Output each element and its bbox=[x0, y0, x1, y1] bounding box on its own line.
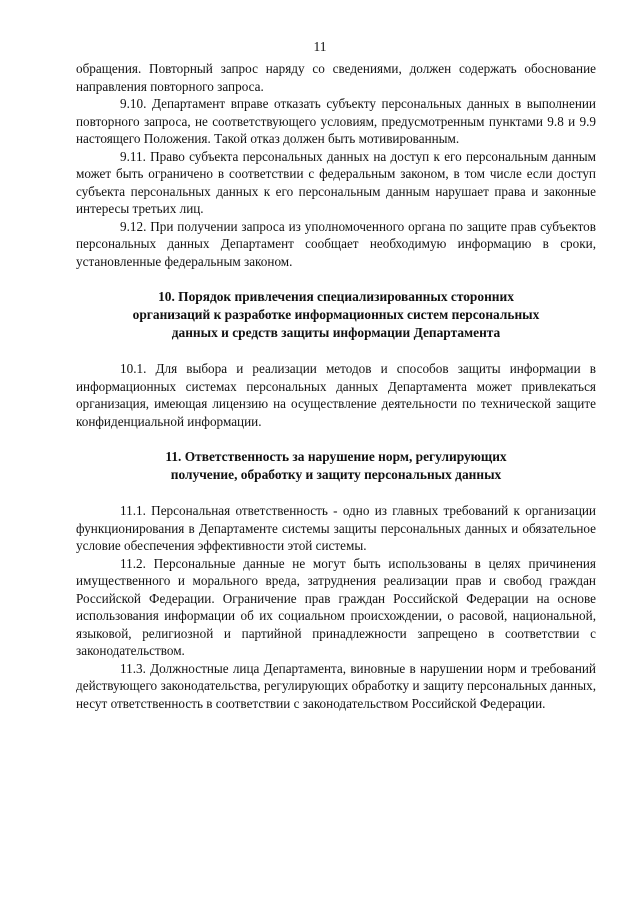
paragraph-9-11: 9.11. Право субъекта персональных данных на доступ к его персональным данным может быть ограничено в соответствии с федеральным законом, в том числе если доступ субъекта персональных данных к его персональным данным нарушает права и законные интересы третьих лиц. bbox=[76, 148, 596, 216]
section-10-heading-line: данных и средств защиты информации Департамента bbox=[171, 325, 501, 340]
section-11-heading-line: 11. Ответственность за нарушение норм, регулирующих bbox=[165, 449, 507, 464]
paragraph-11-3: 11.3. Должностные лица Департамента, виновные в нарушении норм и требований действующего законодательства, регулирующих обработку и защиту персональных данных, несут ответственность в соответствии с законодательством Российской Федерации. bbox=[76, 660, 596, 711]
section-11-heading-line: получение, обработку и защиту персональных данных bbox=[170, 467, 502, 482]
paragraph-9-12: 9.12. При получении запроса из уполномоченного органа по защите прав субъектов персональных данных Департамент сообщает необходимую информацию в сроки, установленные федеральным законом. bbox=[76, 218, 596, 269]
section-11-heading bbox=[76, 448, 596, 484]
page-number: 11 bbox=[313, 39, 327, 54]
paragraph-11-1: 11.1. Персональная ответственность - одно из главных требований к организации функционирования в Департаменте системы защиты персональных данных и обязательное условие обеспечения эффективности этой системы. bbox=[76, 503, 596, 553]
section-10-heading-line: организаций к разработке информационных систем персональных bbox=[132, 307, 540, 322]
paragraph-10-1: 10.1. Для выбора и реализации методов и способов защиты информации в информационных системах персональных данных Департамента может привлекаться организация, имеющая лицензию на осуществление деятельности по технической защите конфиденциальной информации. bbox=[76, 361, 596, 429]
section-10-heading-line: 10. Порядок привлечения специализированных сторонних bbox=[158, 289, 514, 304]
paragraph-9-10: 9.10. Департамент вправе отказать субъекту персональных данных в выполнении повторного запроса, не соответствующего условиям, предусмотренным пунктами 9.8 и 9.9 настоящего Положения. Такой отказ должен быть мотивированным. bbox=[76, 96, 596, 146]
document-body bbox=[76, 60, 596, 712]
section-10-heading bbox=[76, 288, 596, 342]
paragraph-11-2: 11.2. Персональные данные не могут быть использованы в целях причинения имущественного и морального вреда, затруднения реализации прав и свобод граждан Российской Федерации. Ограничение прав граждан Российской Федерации на основе использования информации об их социальном происхождении, о расовой, национальной, языковой, религиозной и партийной принадлежности запрещено в соответствии с законодательством. bbox=[76, 555, 596, 658]
paragraph-continuation: обращения. Повторный запрос наряду со сведениями, должен содержать обоснование направления повторного запроса. bbox=[76, 61, 596, 94]
